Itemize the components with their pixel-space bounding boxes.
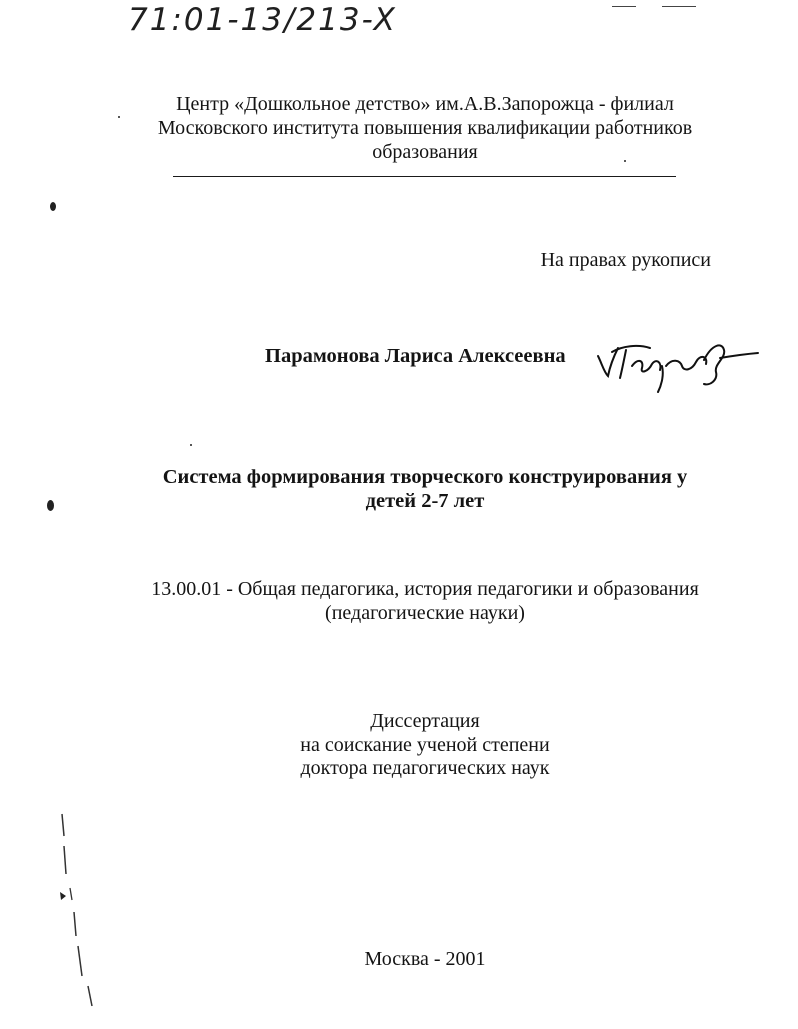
scan-mark: [662, 6, 696, 7]
manuscript-rights: На правах рукописи: [540, 249, 711, 271]
scan-speck: [50, 202, 56, 211]
degree-line: доктора педагогических наук: [300, 757, 550, 779]
scan-speck: [190, 444, 192, 446]
author-name: Парамонова Лариса Алексеевна: [265, 345, 566, 367]
city-year: Москва - 2001: [364, 948, 486, 970]
institution-line: Московского института повышения квалификации работников: [157, 117, 693, 139]
scan-mark: [612, 6, 636, 7]
degree-line: Диссертация: [370, 710, 480, 732]
degree-statement: [100, 710, 750, 781]
degree-line: на соискание ученой степени: [300, 733, 550, 756]
specialty-line: (педагогические науки): [325, 602, 525, 624]
specialty-line: 13.00.01 - Общая педагогика, история педагогики и образования: [151, 578, 699, 600]
institution-line: образования: [372, 141, 478, 163]
scan-speck: [47, 500, 54, 511]
specialty-code: [60, 577, 790, 625]
signature-icon: [592, 336, 762, 396]
scan-speck: [118, 116, 120, 118]
title-line: Система формирования творческого конструирования у: [162, 466, 688, 488]
institution-line: Центр «Дошкольное детство» им.А.В.Запорожца - филиал: [176, 93, 674, 115]
institution-header: [100, 92, 750, 164]
binding-marks: [40, 800, 120, 1020]
scan-speck: [624, 160, 626, 162]
header-divider: [173, 176, 676, 177]
title-line: детей 2-7 лет: [365, 490, 485, 512]
dissertation-title: [100, 465, 750, 513]
catalog-number: 71:01-13/213-X: [128, 2, 397, 38]
